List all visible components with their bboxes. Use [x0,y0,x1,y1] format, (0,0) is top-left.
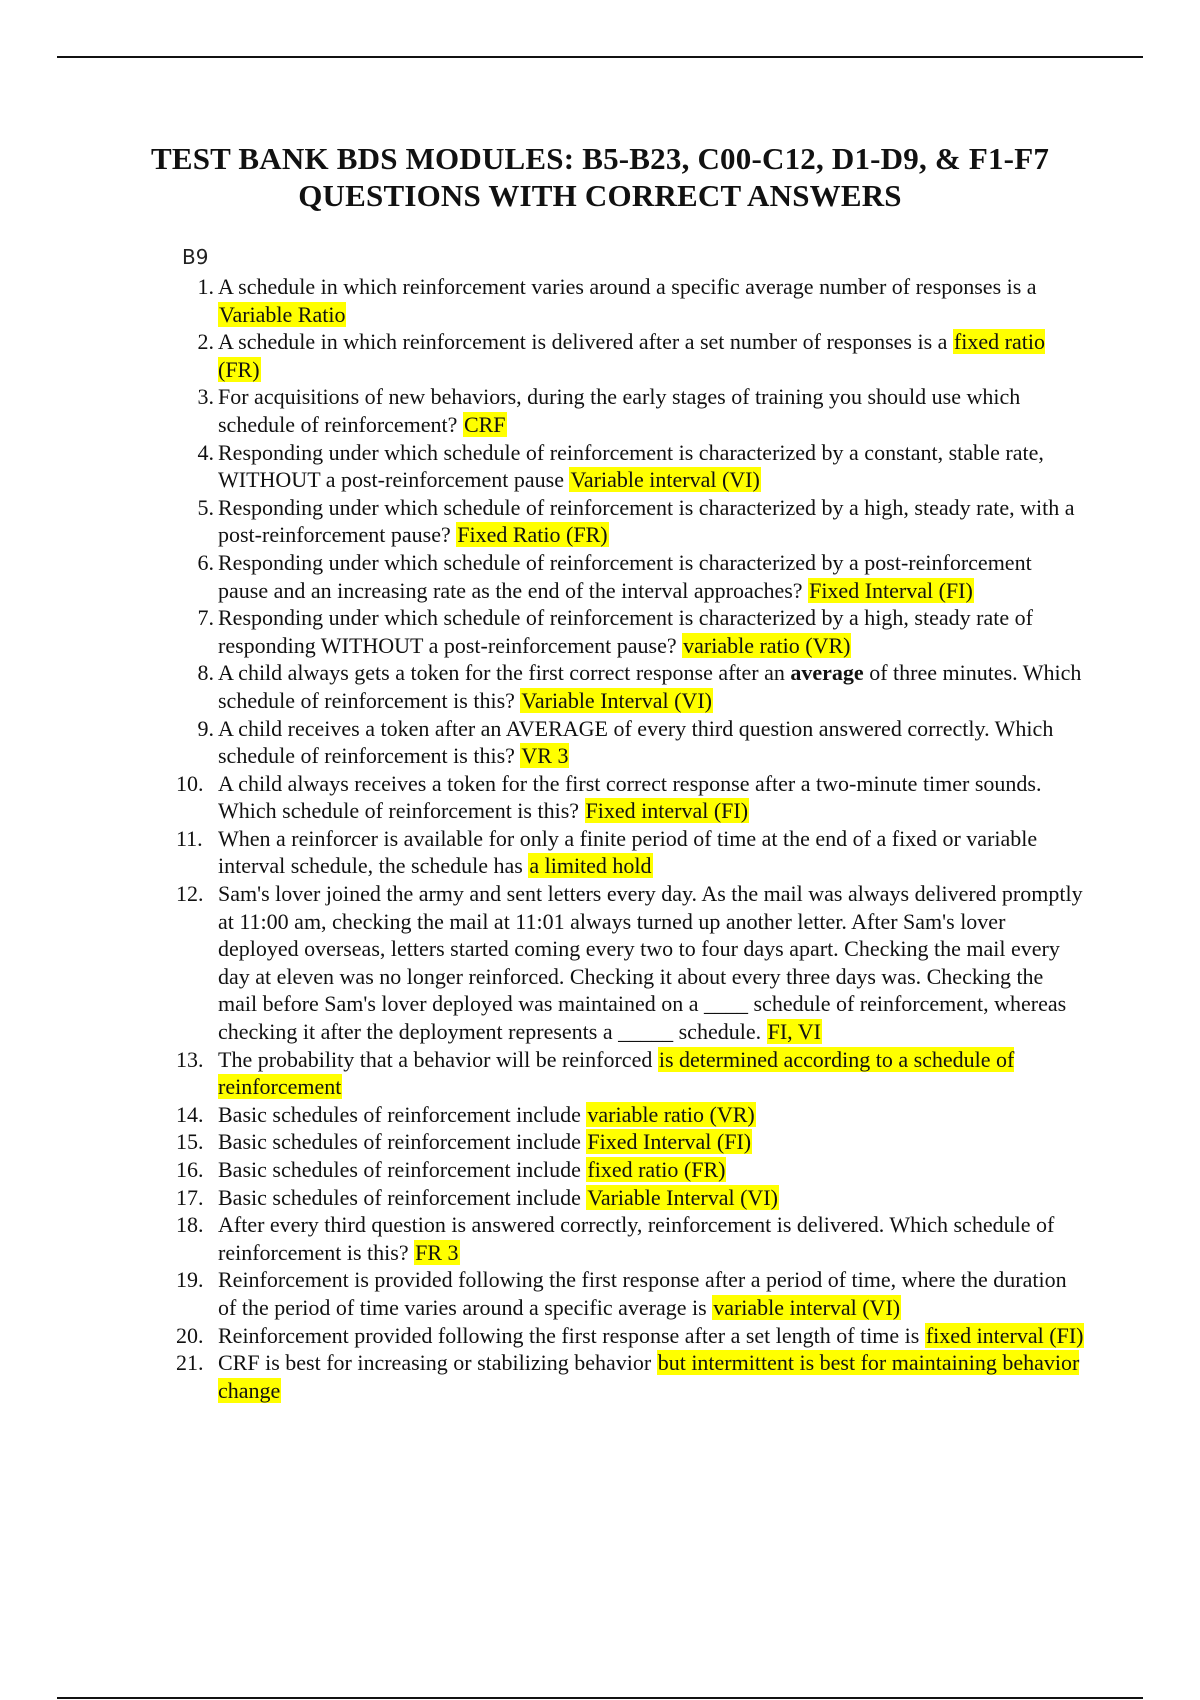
question-item: 6. Responding under which schedule of reinforcement is characterized by a post-reinforcement pause and an increasing rate as the end of the interval approaches? Fixed Interval (FI) [197,549,1032,603]
question-text: When a reinforcer is available for only a finite period of time at the end of a fixed or variable interval schedule, the schedule has [218,825,1038,879]
answer-highlight: is determined according to a schedule of reinforcement [218,1046,1015,1100]
question-item: 13. The probability that a behavior will be reinforced is determined according to a schedule of reinforcement [176,1046,1015,1100]
answer-highlight: Fixed Interval (FI) [809,577,973,603]
answer-highlight: variable ratio (VR) [683,632,851,658]
question-text: Reinforcement is provided following the first response after a period of time, where the duration of the period of time varies around a specific average is [218,1267,1067,1320]
question-text: Basic schedules of reinforcement include [218,1101,581,1127]
question-text: Responding under which schedule of reinforcement is characterized by a constant, stable rate, WITHOUT a post-reinforcement pause [218,439,1044,493]
question-text: of three minutes. Which schedule of reinforcement is this? [218,660,1082,713]
question-text: CRF is best for increasing or stabilizing behavior [218,1350,652,1376]
answer-highlight: Variable Interval (VI) [587,1184,778,1210]
question-item: 18. After every third question is answered correctly, reinforcement is delivered. Which schedule of reinforcement is this? FR 3 [176,1212,1055,1265]
question-item: 3. For acquisitions of new behaviors, during the early stages of training you should use which schedule of reinforcement? CRF [197,384,1021,437]
question-text: For acquisitions of new behaviors, during the early stages of training you should use which schedule of reinforcement? [218,384,1021,437]
question-item: 15. Basic schedules of reinforcement include Fixed Interval (FI) [176,1129,752,1155]
question-item: 12. Sam's lover joined the army and sent letters every day. As the mail was always delivered promptly at 11:00 am, checking the mail at 11:01 always turned up another letter. After Sam's lover deployed overseas, letters started coming every two to four days apart. Checking the mail every day at eleven was no longer reinforced. Checking it about every three days was. Checking the mail before Sam's lover deployed was maintained on a ____ schedule of reinforcement, whereas checking it after the deployment represents a _____ schedule. FI, VI [176,881,1083,1045]
answer-highlight: fixed ratio (FR) [587,1157,726,1182]
answer-highlight: Fixed interval (FI) [585,798,749,824]
question-text: A child receives a token after an AVERAGE of every third question answered correctly. Which schedule of reinforcement is this? [218,715,1054,769]
question-text: A schedule in which reinforcement varies around a specific average number of responses is a [218,274,1037,299]
question-item: 21. CRF is best for increasing or stabilizing behavior but intermittent is best for maintaining behavior change [176,1350,1080,1403]
answer-highlight: Variable Ratio [219,301,346,327]
title-line-2: QUESTIONS WITH CORRECT ANSWERS [298,178,902,213]
question-text: Basic schedules of reinforcement include [218,1129,581,1155]
question-item: 5. Responding under which schedule of reinforcement is characterized by a high, steady rate, with a post-reinforcement pause? Fixed Ratio (FR) [197,494,1075,548]
question-item: 20. Reinforcement provided following the first response after a set length of time is fixed interval (FI) [176,1322,1084,1348]
question-text: Responding under which schedule of reinforcement is characterized by a high, steady rate of responding WITHOUT a post-reinforcement pause? [218,605,1033,658]
question-text: Responding under which schedule of reinforcement is characterized by a post-reinforcement pause and an increasing rate as the end of the interval approaches? [218,549,1032,603]
question-item: 19. Reinforcement is provided following the first response after a period of time, where the duration of the period of time varies around a specific average is variable interval (VI) [176,1267,1067,1320]
question-item: 14. Basic schedules of reinforcement include variable ratio (VR) [176,1101,755,1127]
question-list [176,273,1086,1404]
question-item: 1. A schedule in which reinforcement varies around a specific average number of responses is a Variable Ratio [197,274,1037,327]
question-item: 7. Responding under which schedule of reinforcement is characterized by a high, steady rate of responding WITHOUT a post-reinforcement pause? variable ratio (VR) [197,605,1033,658]
answer-highlight: CRF [463,411,506,437]
question-item: 16. Basic schedules of reinforcement include fixed ratio (FR) [176,1157,726,1182]
answer-highlight: Variable interval (VI) [570,467,760,493]
question-item: 8. A child always gets a token for the first correct response after an average of three minutes. Which schedule of reinforcement is this? Variable Interval (VI) [197,660,1082,713]
question-text: Responding under which schedule of reinforcement is characterized by a high, steady rate, with a post-reinforcement pause? [218,494,1075,548]
question-item: 4. Responding under which schedule of reinforcement is characterized by a constant, stable rate, WITHOUT a post-reinforcement pause Variable interval (VI) [197,439,1044,493]
answer-highlight: variable ratio (VR) [587,1101,755,1127]
question-text: The probability that a behavior will be reinforced [218,1046,653,1072]
question-item: 9. A child receives a token after an AVERAGE of every third question answered correctly. Which schedule of reinforcement is this? VR 3 [197,715,1054,769]
question-text: A child always receives a token for the first correct response after a two-minute timer sounds. Which schedule of reinforcement is this? [218,770,1042,824]
question-item: 2. A schedule in which reinforcement is delivered after a set number of responses is a fixed ratio (FR) [197,329,1045,382]
question-item: 17. Basic schedules of reinforcement include Variable Interval (VI) [176,1184,778,1210]
question-item: 11. When a reinforcer is available for only a finite period of time at the end of a fixed or variable interval schedule, the schedule has a limited hold [176,825,1038,879]
emphasis-average: average [790,660,864,686]
bottom-rule [57,1697,1143,1699]
answer-highlight: fixed ratio (FR) [218,329,1045,382]
question-text: Sam's lover joined the army and sent letters every day. As the mail was always delivered promptly at 11:00 am, checking the mail at 11:01 always turned up another letter. After Sam's lover deployed overseas, letters started coming every two to four days apart. Checking the mail every day at eleven was no longer reinforced. Checking it about every three days was. Checking the mail before Sam's lover deployed was maintained on a ____ schedule of reinforcement, whereas checking it after the deployment represents a _____ schedule. [218,881,1083,1045]
question-text: Reinforcement provided following the first response after a set length of time is [218,1322,920,1348]
answer-highlight: FR 3 [415,1239,459,1265]
question-text: Basic schedules of reinforcement include [218,1184,581,1210]
section-heading: B9 [182,245,209,269]
question-text: Basic schedules of reinforcement include [218,1157,581,1182]
question-text: After every third question is answered correctly, reinforcement is delivered. Which schedule of reinforcement is this? [218,1212,1055,1265]
document-title [0,140,1200,214]
answer-highlight: variable interval (VI) [713,1294,901,1320]
answer-highlight: but intermittent is best for maintaining behavior change [218,1350,1080,1403]
answer-highlight: FI, VI [767,1019,821,1045]
title-line-1: TEST BANK BDS MODULES: B5-B23, C00-C12, D1-D9, & F1-F7 [150,141,1050,176]
answer-highlight: Fixed Interval (FI) [587,1129,752,1155]
answer-highlight: Variable Interval (VI) [521,687,712,713]
answer-highlight: fixed interval (FI) [925,1322,1084,1348]
answer-highlight: Fixed Ratio (FR) [457,522,608,548]
question-text: A child always gets a token for the first correct response after an [218,660,785,686]
answer-highlight: a limited hold [529,853,652,879]
question-item: 10. A child always receives a token for the first correct response after a two-minute timer sounds. Which schedule of reinforcement is this? Fixed interval (FI) [176,770,1042,824]
answer-highlight: VR 3 [521,743,569,769]
question-text: A schedule in which reinforcement is delivered after a set number of responses is a [218,329,948,355]
top-rule [57,56,1143,58]
